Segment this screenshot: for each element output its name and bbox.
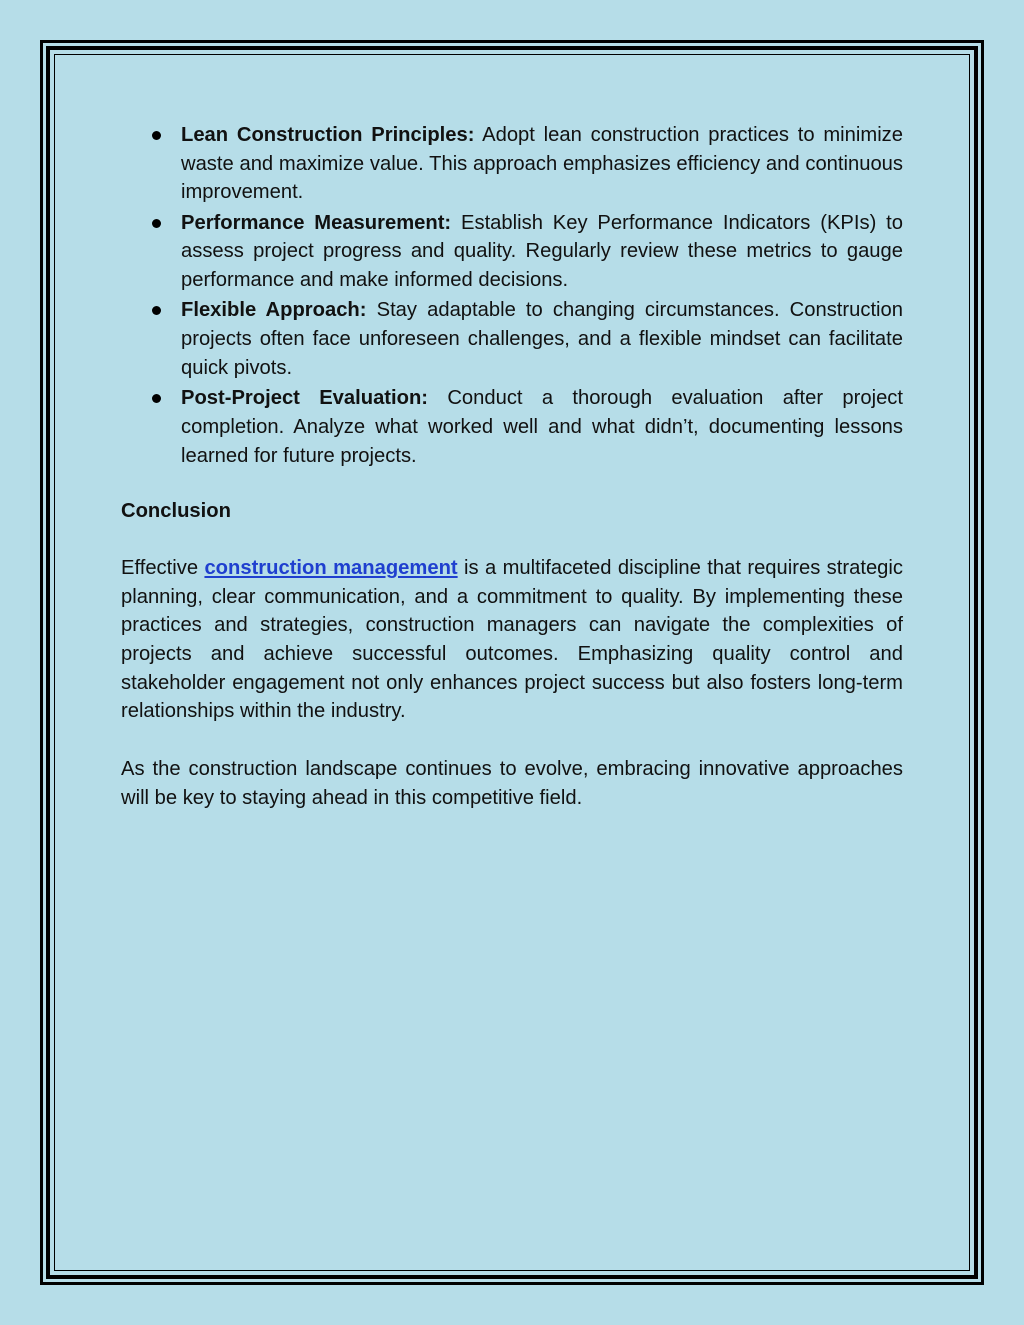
construction-management-link[interactable]: construction management — [204, 556, 458, 579]
bullet-term: Flexible Approach: — [181, 299, 367, 322]
conclusion-paragraph-2: As the construction landscape continues to evolve, embracing innovative approaches will be key to staying ahead in this competitive field. — [121, 757, 903, 809]
paragraph-text-after-link: is a multifaceted discipline that requires strategic planning, clear communication, and a commitment to quality. By implementing these practices and strategies, construction managers can navigate the complexities of projects and achieve successful outcomes. Emphasizing quality control and stakeholder engagement not only enhances project success but also fosters long-term relationships within the industry. — [121, 556, 903, 723]
conclusion-paragraph-1 — [121, 554, 903, 726]
bullet-text: Conduct a thorough evaluation after project completion. Analyze what worked well and what didn’t, documenting lessons learned for future projects. — [181, 387, 903, 467]
bullet-dot-icon — [152, 131, 161, 140]
bullet-term: Lean Construction Principles: — [181, 124, 475, 146]
bullet-item-lean-construction — [121, 121, 903, 207]
bullet-item-flexible-approach — [121, 296, 903, 382]
bullet-dot-icon — [152, 394, 161, 403]
bullet-term: Performance Measurement: — [181, 211, 452, 234]
bullet-text: Adopt lean construction practices to minimize waste and maximize value. This approach emphasizes efficiency and continuous improvement. — [181, 124, 904, 204]
bullet-text: Establish Key Performance Indicators (KPIs) to assess project progress and quality. Regularly review these metrics to gauge performance and make informed decisions. — [181, 211, 903, 292]
practices-bullet-list — [121, 121, 903, 470]
bullet-item-post-project-evaluation — [121, 384, 903, 470]
bullet-dot-icon — [152, 306, 161, 315]
paragraph-text-before-link: Effective — [121, 556, 205, 579]
bullet-text: Stay adaptable to changing circumstances. Construction projects often face unforeseen challenges, and a flexible mindset can facilitate quick pivots. — [181, 299, 903, 379]
bullet-term: Post-Project Evaluation: — [181, 387, 429, 410]
bullet-dot-icon — [152, 219, 161, 228]
conclusion-heading: Conclusion — [121, 500, 231, 523]
bullet-item-performance-measurement — [121, 209, 903, 295]
document-body — [121, 121, 903, 841]
